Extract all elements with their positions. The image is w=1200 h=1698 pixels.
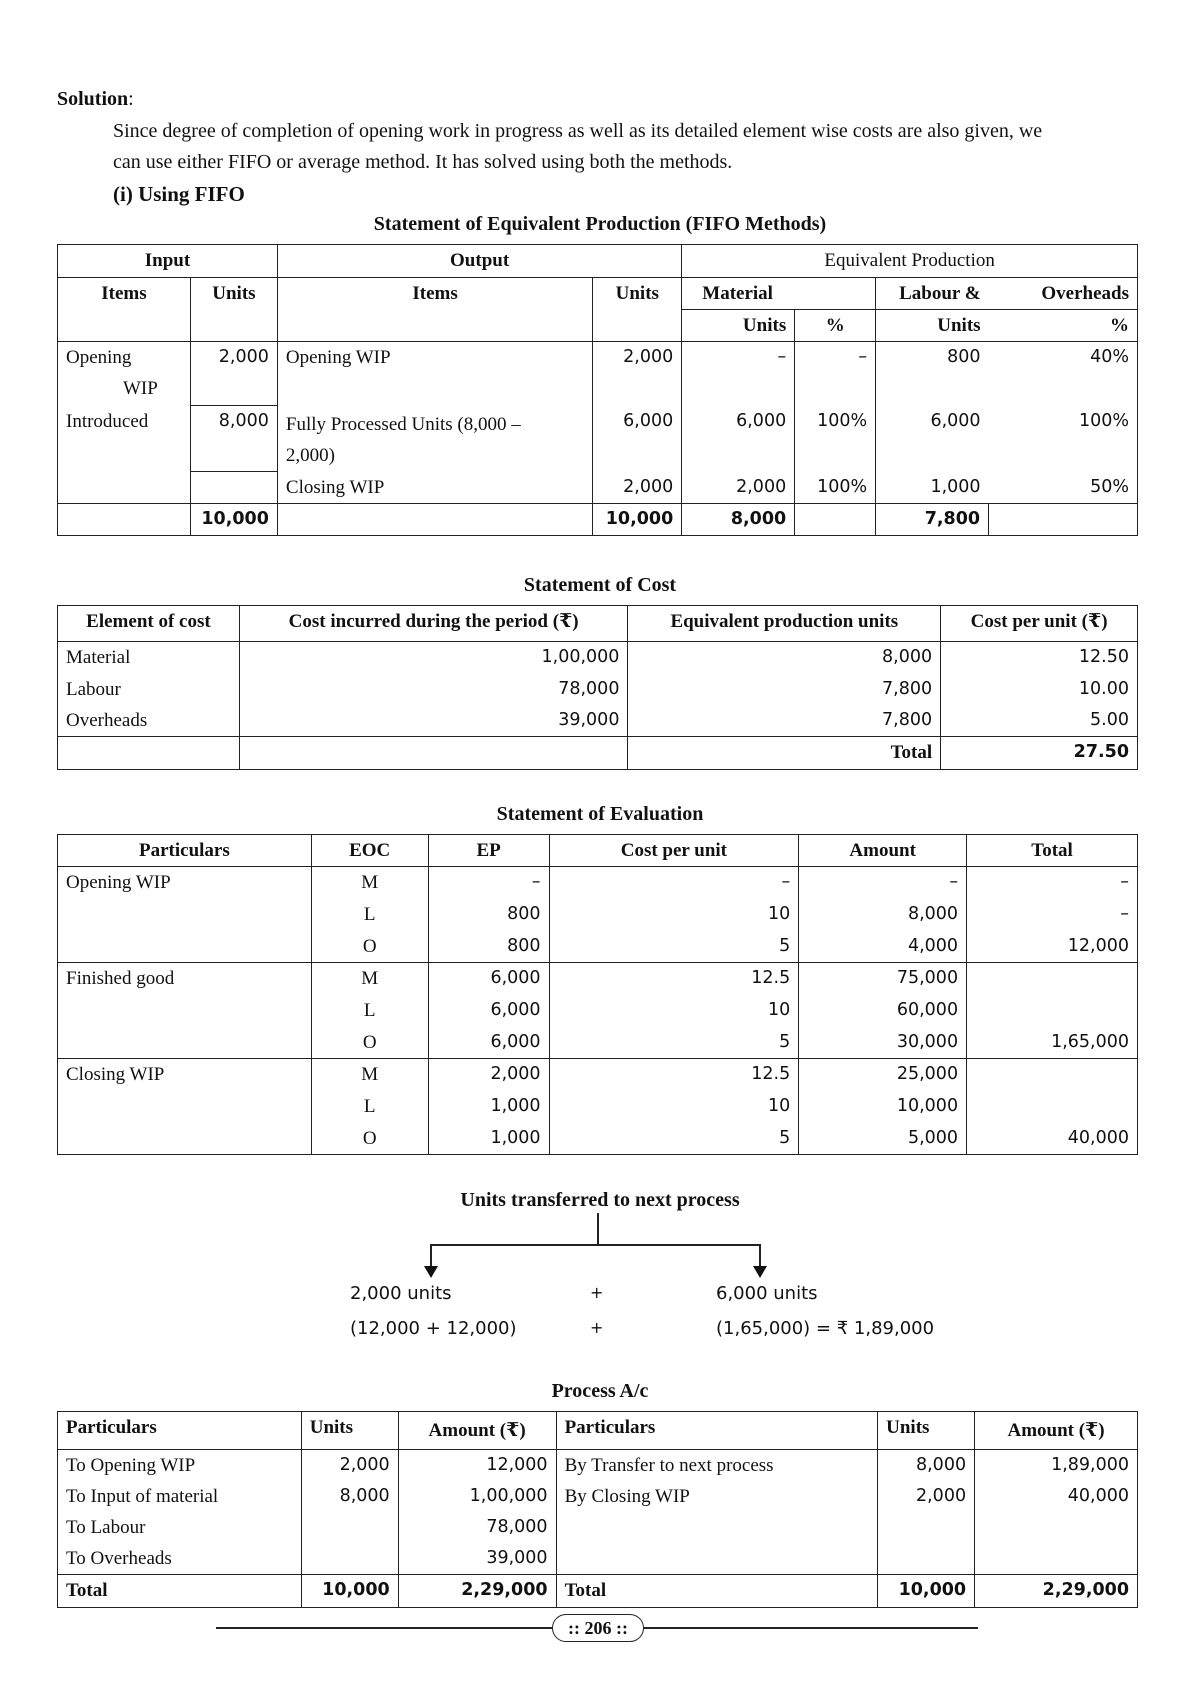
header-out-items: Items: [277, 278, 592, 310]
pa-total-label-left: Total: [58, 1575, 302, 1608]
table-row: [58, 406, 1138, 472]
intro-line-1: Since degree of completion of opening work in progress as well as its detailed element wise costs are also given, we: [113, 120, 1043, 142]
cost-element: Labour: [58, 674, 240, 705]
process-account-title: Process A/c: [551, 1380, 649, 1402]
eval-cpu: 10: [549, 1091, 799, 1123]
row-lo-pct: 100%: [989, 406, 1138, 472]
transfer-right-units: 6,000 units: [716, 1283, 818, 1304]
table-row: [58, 674, 1138, 705]
transfer-stem: [597, 1213, 599, 1244]
eval-header-cpu: Cost per unit: [549, 835, 799, 867]
eval-header-amount: Amount: [799, 835, 967, 867]
cost-header-incurred: Cost incurred during the period (₹): [239, 606, 628, 642]
eval-total: –: [967, 899, 1138, 931]
pa-header-units-left: Units: [301, 1412, 398, 1450]
cost-total-value: 27.50: [941, 736, 1138, 769]
eval-ep: –: [428, 867, 549, 899]
eval-total: [967, 1059, 1138, 1091]
table-row: [58, 1123, 1138, 1155]
eval-amount: 8,000: [799, 899, 967, 931]
eval-amount: 60,000: [799, 995, 967, 1027]
header-mat-units: Units: [682, 310, 795, 342]
cost-per-unit: 5.00: [941, 705, 1138, 737]
row-mat-pct: 100%: [795, 406, 876, 472]
cost-statement-title: Statement of Cost: [523, 574, 677, 596]
row-mat-units: 6,000: [682, 406, 795, 472]
eval-cpu: 5: [549, 1027, 799, 1059]
row-out-item: Opening WIP: [277, 342, 592, 406]
cost-incurred: 39,000: [239, 705, 628, 737]
transfer-right-drop: [759, 1244, 761, 1268]
pa-header-particulars-right: Particulars: [556, 1412, 878, 1450]
totals-row: [58, 1575, 1138, 1608]
cost-header-element: Element of cost: [58, 606, 240, 642]
table-row: [58, 1512, 1138, 1543]
pa-credit-units: 8,000: [878, 1450, 975, 1482]
cost-total-label: Total: [628, 736, 941, 769]
eval-particular: [58, 1091, 312, 1123]
intro-line-2: can use either FIFO or average method. It has solved using both the methods.: [113, 151, 733, 173]
cost-incurred: 1,00,000: [239, 642, 628, 674]
table-row: [58, 995, 1138, 1027]
eval-cpu: 12.5: [549, 1059, 799, 1091]
header-lo-units: Units: [876, 310, 989, 342]
eval-eoc: L: [311, 1091, 428, 1123]
eval-total: [967, 1091, 1138, 1123]
row-lo-units: 800: [876, 342, 989, 406]
solution-label: Solution:: [57, 88, 134, 110]
eval-ep: 1,000: [428, 1123, 549, 1155]
pa-credit-particular: By Transfer to next process: [556, 1450, 878, 1482]
transfer-left-calc: (12,000 + 12,000): [350, 1318, 517, 1339]
table-row: [58, 867, 1138, 899]
eval-amount: 75,000: [799, 963, 967, 995]
header-output: Output: [277, 245, 681, 278]
pa-credit-units: [878, 1543, 975, 1575]
eval-total: 40,000: [967, 1123, 1138, 1155]
pa-debit-units: 2,000: [301, 1450, 398, 1482]
pa-debit-particular: To Input of material: [58, 1481, 302, 1512]
row-out-units: 2,000: [593, 342, 682, 406]
row-mat-pct: –: [795, 342, 876, 406]
cost-element: Material: [58, 642, 240, 674]
footer-rule-left: [216, 1627, 552, 1629]
eval-ep: 800: [428, 899, 549, 931]
eval-eoc: O: [311, 931, 428, 963]
cost-table: [57, 605, 1138, 770]
table-row: [58, 899, 1138, 931]
pa-header-particulars-left: Particulars: [58, 1412, 302, 1450]
eval-ep: 6,000: [428, 963, 549, 995]
pa-credit-amount: 1,89,000: [975, 1450, 1138, 1482]
eval-total: [967, 995, 1138, 1027]
total-in-units: 10,000: [190, 504, 277, 536]
eval-header-particulars: Particulars: [58, 835, 312, 867]
transfer-left-drop: [430, 1244, 432, 1268]
row-in-units: 2,000: [190, 342, 277, 406]
page-number: :: 206 ::: [552, 1614, 644, 1642]
eval-total: –: [967, 867, 1138, 899]
pa-credit-amount: [975, 1512, 1138, 1543]
eval-particular: [58, 1123, 312, 1155]
header-material: Material: [702, 283, 773, 304]
table-row: [58, 342, 1138, 406]
eval-amount: 25,000: [799, 1059, 967, 1091]
eval-particular: [58, 1027, 312, 1059]
cost-incurred: 78,000: [239, 674, 628, 705]
eval-cpu: 12.5: [549, 963, 799, 995]
row-out-units: 2,000: [593, 472, 682, 504]
eq-production-table: [57, 244, 1138, 536]
eval-header-total: Total: [967, 835, 1138, 867]
table-row: [58, 1091, 1138, 1123]
cost-eq-units: 8,000: [628, 642, 941, 674]
pa-total-amount-left: 2,29,000: [398, 1575, 556, 1608]
transfer-right-calc: (1,65,000) = ₹ 1,89,000: [716, 1318, 935, 1339]
eval-eoc: M: [311, 867, 428, 899]
row-in-item: Opening: [66, 347, 132, 368]
row-in-item: Introduced: [58, 406, 191, 472]
cost-eq-units: 7,800: [628, 705, 941, 737]
table-row: [58, 642, 1138, 674]
evaluation-title: Statement of Evaluation: [496, 803, 704, 825]
transfer-plus-1: +: [590, 1283, 604, 1302]
pa-debit-particular: To Opening WIP: [58, 1450, 302, 1482]
cost-element: Overheads: [58, 705, 240, 737]
transfer-left-units: 2,000 units: [350, 1283, 452, 1304]
pa-debit-units: 8,000: [301, 1481, 398, 1512]
header-items: Items: [58, 278, 191, 310]
eval-total: 1,65,000: [967, 1027, 1138, 1059]
pa-debit-amount: 1,00,000: [398, 1481, 556, 1512]
total-lo-units: 7,800: [876, 504, 989, 536]
table-row: [58, 1481, 1138, 1512]
table-row: [58, 963, 1138, 995]
eval-cpu: –: [549, 867, 799, 899]
pa-debit-amount: 78,000: [398, 1512, 556, 1543]
cost-header-per-unit: Cost per unit (₹): [941, 606, 1138, 642]
pa-debit-particular: To Overheads: [58, 1543, 302, 1575]
pa-header-units-right: Units: [878, 1412, 975, 1450]
pa-credit-particular: [556, 1512, 878, 1543]
row-lo-pct: 40%: [989, 342, 1138, 406]
eval-particular: Finished good: [58, 963, 312, 995]
cost-per-unit: 10.00: [941, 674, 1138, 705]
footer-rule-right: [642, 1627, 978, 1629]
header-lo-pct: %: [989, 310, 1138, 342]
cost-header-eq-units: Equivalent production units: [628, 606, 941, 642]
pa-header-amount-right: Amount (₹): [975, 1412, 1138, 1450]
pa-debit-amount: 12,000: [398, 1450, 556, 1482]
row-out-units: 6,000: [593, 406, 682, 472]
eval-particular: Closing WIP: [58, 1059, 312, 1091]
pa-credit-units: 2,000: [878, 1481, 975, 1512]
eval-ep: 1,000: [428, 1091, 549, 1123]
table-row: [58, 705, 1138, 737]
header-input: Input: [58, 245, 278, 278]
eval-particular: Opening WIP: [58, 867, 312, 899]
eval-cpu: 10: [549, 995, 799, 1027]
pa-debit-particular: To Labour: [58, 1512, 302, 1543]
eval-particular: [58, 931, 312, 963]
eval-amount: 10,000: [799, 1091, 967, 1123]
eval-eoc: M: [311, 1059, 428, 1091]
row-out-item: Fully Processed Units (8,000 –: [285, 413, 521, 435]
eval-ep: 6,000: [428, 1027, 549, 1059]
eval-cpu: 5: [549, 1123, 799, 1155]
eval-cpu: 5: [549, 931, 799, 963]
method-heading: (i) Using FIFO: [113, 182, 245, 206]
process-account-table: [57, 1411, 1138, 1608]
eval-total: [967, 963, 1138, 995]
header-out-units: Units: [593, 278, 682, 310]
header-labour: Labour &: [876, 278, 989, 310]
pa-credit-particular: [556, 1543, 878, 1575]
eval-eoc: L: [311, 899, 428, 931]
eval-eoc: O: [311, 1027, 428, 1059]
table-row: [58, 931, 1138, 963]
pa-total-amount-right: 2,29,000: [975, 1575, 1138, 1608]
pa-credit-amount: [975, 1543, 1138, 1575]
table-row: [58, 1027, 1138, 1059]
arrow-down-icon: [753, 1266, 767, 1278]
pa-credit-particular: By Closing WIP: [556, 1481, 878, 1512]
transfer-branch: [430, 1244, 760, 1246]
row-in-units: 8,000: [190, 406, 277, 472]
row-lo-pct: 50%: [989, 472, 1138, 504]
table-row: [58, 1543, 1138, 1575]
totals-row: [58, 736, 1138, 769]
eval-eoc: O: [311, 1123, 428, 1155]
eval-ep: 6,000: [428, 995, 549, 1027]
eval-amount: 5,000: [799, 1123, 967, 1155]
evaluation-table: [57, 834, 1138, 1155]
pa-header-amount-left: Amount (₹): [398, 1412, 556, 1450]
eval-cpu: 10: [549, 899, 799, 931]
pa-debit-amount: 39,000: [398, 1543, 556, 1575]
transfer-title: Units transferred to next process: [460, 1189, 740, 1211]
table-row: [58, 1450, 1138, 1482]
table-row: [58, 1059, 1138, 1091]
row-lo-units: 6,000: [930, 410, 981, 431]
eval-ep: 800: [428, 931, 549, 963]
header-overheads: Overheads: [989, 278, 1138, 310]
row-out-item: Closing WIP: [277, 472, 592, 504]
eval-particular: [58, 899, 312, 931]
eq-production-title: Statement of Equivalent Production (FIFO Methods): [373, 213, 827, 235]
row-mat-pct: 100%: [795, 472, 876, 504]
eval-ep: 2,000: [428, 1059, 549, 1091]
transfer-plus-2: +: [590, 1318, 604, 1337]
pa-total-units-right: 10,000: [878, 1575, 975, 1608]
table-row: [58, 472, 1138, 504]
pa-credit-units: [878, 1512, 975, 1543]
totals-row: [58, 504, 1138, 536]
row-mat-units: 2,000: [682, 472, 795, 504]
cost-per-unit: 12.50: [941, 642, 1138, 674]
eval-total: 12,000: [967, 931, 1138, 963]
eval-amount: 4,000: [799, 931, 967, 963]
eval-header-eoc: EOC: [311, 835, 428, 867]
row-in-item-2: WIP: [123, 378, 158, 399]
pa-debit-units: [301, 1512, 398, 1543]
arrow-down-icon: [424, 1266, 438, 1278]
eval-header-ep: EP: [428, 835, 549, 867]
pa-total-units-left: 10,000: [301, 1575, 398, 1608]
total-mat-units: 8,000: [682, 504, 795, 536]
eval-eoc: L: [311, 995, 428, 1027]
total-out-units: 10,000: [593, 504, 682, 536]
row-lo-units: 1,000: [930, 476, 981, 497]
cost-eq-units: 7,800: [628, 674, 941, 705]
eval-amount: 30,000: [799, 1027, 967, 1059]
header-mat-pct: %: [795, 310, 876, 342]
header-equivalent: Equivalent Production: [682, 245, 1138, 278]
eval-eoc: M: [311, 963, 428, 995]
pa-credit-amount: 40,000: [975, 1481, 1138, 1512]
row-mat-units: –: [682, 342, 795, 406]
eval-particular: [58, 995, 312, 1027]
pa-debit-units: [301, 1543, 398, 1575]
header-units: Units: [190, 278, 277, 310]
eval-amount: –: [799, 867, 967, 899]
row-out-item-2: 2,000): [285, 444, 335, 466]
pa-total-label-right: Total: [556, 1575, 878, 1608]
